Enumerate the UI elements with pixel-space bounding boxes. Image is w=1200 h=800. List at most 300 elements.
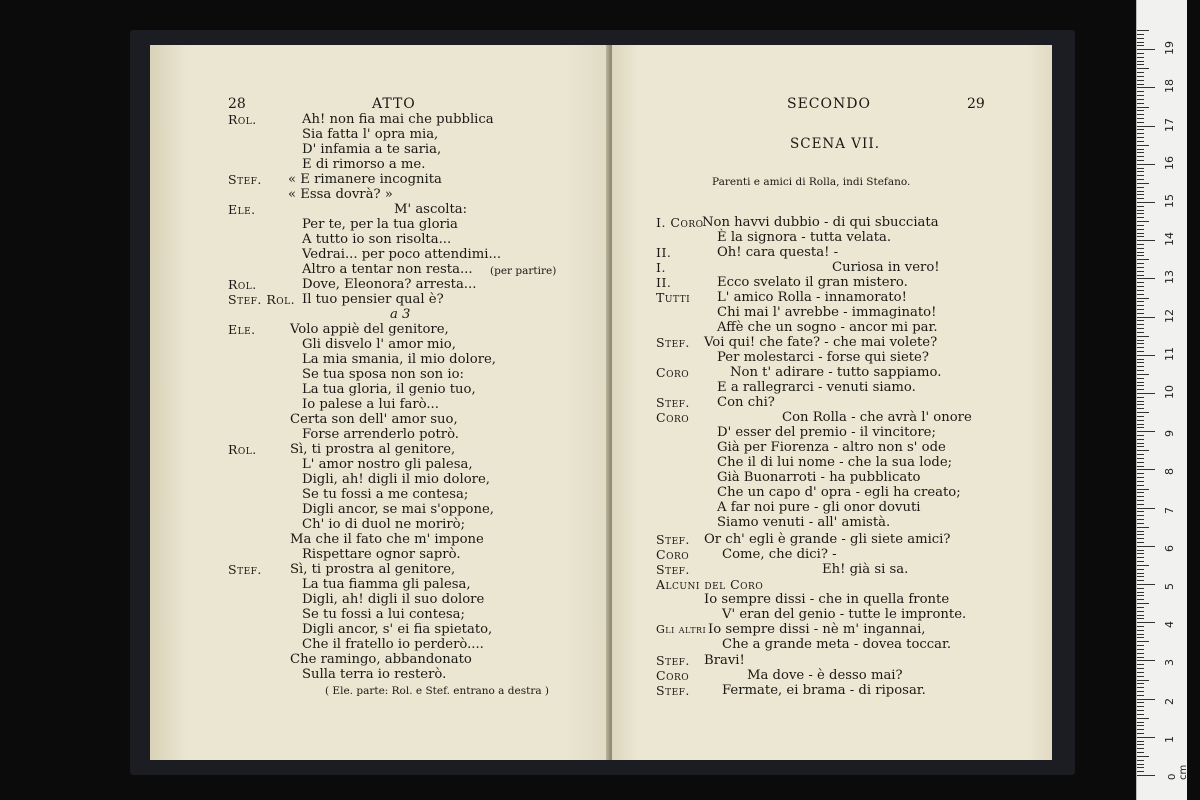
verse-line: « E rimanere incognita bbox=[288, 172, 442, 187]
verse-line: Eh! già si sa. bbox=[822, 562, 909, 577]
ruler-tick bbox=[1137, 714, 1144, 715]
ruler-number: 17 bbox=[1163, 117, 1176, 132]
ruler-number: 19 bbox=[1163, 41, 1176, 56]
ruler-tick bbox=[1137, 137, 1144, 138]
speaker-label: Alcuni del Coro bbox=[656, 577, 764, 592]
ruler-tick bbox=[1137, 702, 1144, 703]
ruler-tick bbox=[1137, 699, 1155, 700]
verse-line: Sì, ti prostra al genitore, bbox=[290, 442, 456, 457]
ruler-tick bbox=[1137, 263, 1144, 264]
verse-line: Digli, ah! digli il suo dolore bbox=[302, 592, 485, 607]
ruler-tick bbox=[1137, 595, 1144, 596]
ruler-tick bbox=[1137, 542, 1144, 543]
ruler-tick bbox=[1137, 431, 1155, 432]
verse-line: D' esser del premio - il vincitore; bbox=[717, 425, 936, 440]
verse-line: E di rimorso a me. bbox=[302, 157, 426, 172]
ruler-tick bbox=[1137, 401, 1144, 402]
ruler-tick bbox=[1137, 275, 1144, 276]
running-head: ATTO bbox=[372, 96, 416, 112]
ruler-tick bbox=[1137, 149, 1144, 150]
verse-line: Fermate, ei brama - di riposar. bbox=[722, 683, 926, 698]
verse-line: Altro a tentar non resta... bbox=[302, 262, 473, 277]
verse-line: L' amor nostro gli palesa, bbox=[302, 457, 473, 472]
verse-line: E a rallegrarci - venuti siamo. bbox=[717, 380, 916, 395]
verse-line: Digli ancor, s' ei fia spietato, bbox=[302, 622, 493, 637]
ruler-tick bbox=[1137, 179, 1144, 180]
ruler-tick bbox=[1137, 599, 1144, 600]
verse-line: Come, che dici? - bbox=[722, 547, 837, 562]
ruler-tick bbox=[1137, 129, 1144, 130]
ruler-tick bbox=[1137, 657, 1144, 658]
ruler-tick bbox=[1137, 397, 1144, 398]
verse-line: È la signora - tutta velata. bbox=[717, 230, 892, 245]
ruler-number: 5 bbox=[1163, 583, 1176, 590]
running-head: SECONDO bbox=[787, 96, 871, 112]
ruler-tick bbox=[1137, 706, 1144, 707]
ruler-tick bbox=[1137, 229, 1144, 230]
ruler-tick bbox=[1137, 278, 1155, 279]
ruler-tick bbox=[1137, 424, 1144, 425]
ruler-tick bbox=[1137, 110, 1144, 111]
speaker-label: Coro bbox=[656, 365, 690, 380]
speaker-label: II. bbox=[656, 245, 672, 260]
ruler-tick bbox=[1137, 504, 1144, 505]
ruler-tick bbox=[1137, 156, 1144, 157]
ruler-tick bbox=[1137, 649, 1144, 650]
ruler-tick bbox=[1137, 737, 1155, 738]
ruler-tick bbox=[1137, 336, 1149, 337]
ruler-tick bbox=[1137, 72, 1144, 73]
verse-line: Che il fratello io perderò.... bbox=[302, 637, 484, 652]
ruler-tick bbox=[1137, 126, 1155, 127]
speaker-label: I. bbox=[656, 260, 666, 275]
ruler-number: 1 bbox=[1163, 735, 1176, 743]
ruler-tick bbox=[1137, 752, 1144, 753]
verse-line: A tutto io son risolta... bbox=[302, 232, 452, 247]
verse-line: La mia smania, il mio dolore, bbox=[302, 352, 497, 367]
speaker-label: Rol. bbox=[228, 112, 257, 127]
ruler-number: 14 bbox=[1163, 232, 1176, 247]
ruler-tick bbox=[1137, 546, 1155, 547]
ruler-tick bbox=[1137, 213, 1144, 214]
measurement-ruler bbox=[1136, 0, 1187, 800]
ruler-tick bbox=[1137, 695, 1144, 696]
ruler-tick bbox=[1137, 473, 1144, 474]
verse-line: Per molestarci - forse qui siete? bbox=[717, 350, 929, 365]
ruler-tick bbox=[1137, 485, 1144, 486]
scene-description: Parenti e amici di Rolla, indi Stefano. bbox=[712, 176, 911, 188]
ruler-tick bbox=[1137, 748, 1144, 749]
ruler-tick bbox=[1137, 175, 1144, 176]
ruler-tick bbox=[1137, 160, 1144, 161]
ruler-tick bbox=[1137, 99, 1144, 100]
verse-line: Bravi! bbox=[704, 653, 745, 668]
verse-line: Non t' adirare - tutto sappiamo. bbox=[730, 365, 942, 380]
ruler-tick bbox=[1137, 466, 1144, 467]
ruler-tick bbox=[1137, 347, 1144, 348]
ruler-tick bbox=[1137, 301, 1144, 302]
ruler-tick bbox=[1137, 553, 1144, 554]
ruler-tick bbox=[1137, 500, 1144, 501]
speaker-label: II. bbox=[656, 275, 672, 290]
verse-line: Già Buonarroti - ha pubblicato bbox=[717, 470, 921, 485]
ruler-tick bbox=[1137, 588, 1144, 589]
verse-line: Ch' io di duol ne morirò; bbox=[302, 517, 466, 532]
ruler-tick bbox=[1137, 462, 1144, 463]
ruler-number: 7 bbox=[1163, 506, 1176, 514]
ruler-tick bbox=[1137, 741, 1144, 742]
ruler-tick bbox=[1137, 489, 1149, 490]
ruler-tick bbox=[1137, 435, 1144, 436]
ruler-tick bbox=[1137, 576, 1144, 577]
ruler-tick bbox=[1137, 103, 1144, 104]
ruler-tick bbox=[1137, 660, 1155, 661]
ruler-tick bbox=[1137, 332, 1144, 333]
speaker-label: Stef. bbox=[656, 395, 690, 410]
ruler-tick bbox=[1137, 427, 1144, 428]
ruler-tick bbox=[1137, 527, 1149, 528]
ruler-tick bbox=[1137, 183, 1149, 184]
verse-line: Sia fatta l' opra mia, bbox=[302, 127, 439, 142]
verse-line: Ma che il fato che m' impone bbox=[290, 532, 484, 547]
ruler-tick bbox=[1137, 469, 1155, 470]
verse-line: La tua fiamma gli palesa, bbox=[302, 577, 471, 592]
ruler-tick bbox=[1137, 362, 1144, 363]
ruler-tick bbox=[1137, 217, 1144, 218]
page-number: 29 bbox=[967, 96, 985, 112]
ruler-tick bbox=[1137, 313, 1144, 314]
ruler-tick bbox=[1137, 615, 1144, 616]
ruler-tick bbox=[1137, 378, 1144, 379]
ruler-tick bbox=[1137, 653, 1144, 654]
ruler-tick bbox=[1137, 573, 1144, 574]
verse-line: Forse arrenderlo potrò. bbox=[302, 427, 459, 442]
ruler-tick bbox=[1137, 664, 1144, 665]
verse-line: Io palese a lui farò... bbox=[302, 397, 439, 412]
verse-line: Curiosa in vero! bbox=[832, 260, 940, 275]
verse-line: Sì, ti prostra al genitore, bbox=[290, 562, 456, 577]
ruler-tick bbox=[1137, 767, 1144, 768]
verse-line: Il tuo pensier qual è? bbox=[302, 292, 444, 307]
speaker-label: Stef. bbox=[656, 683, 690, 698]
ruler-number: 8 bbox=[1163, 468, 1176, 476]
ruler-tick bbox=[1137, 202, 1155, 203]
ruler-tick bbox=[1137, 198, 1144, 199]
verse-line: Siamo venuti - all' amistà. bbox=[717, 515, 891, 530]
speaker-label: Stef. bbox=[656, 335, 690, 350]
ruler-tick bbox=[1137, 458, 1144, 459]
verse-line: Se tu fossi a lui contesa; bbox=[302, 607, 465, 622]
verse-line: Per te, per la tua gloria bbox=[302, 217, 458, 232]
ruler-tick bbox=[1137, 722, 1144, 723]
verse-line: A far noi pure - gli onor dovuti bbox=[717, 500, 921, 515]
verse-line: Digli ancor, se mai s'oppone, bbox=[302, 502, 494, 517]
ruler-number: 10 bbox=[1163, 385, 1176, 399]
verse-line: Io sempre dissi - nè m' ingannai, bbox=[708, 622, 926, 637]
speaker-label: Stef. bbox=[656, 562, 690, 577]
ruler-tick bbox=[1137, 416, 1144, 417]
ruler-tick bbox=[1137, 443, 1144, 444]
ruler-tick bbox=[1137, 672, 1144, 673]
ruler-unit-label: 0 cm bbox=[1167, 764, 1189, 780]
ensemble-marker: a 3 bbox=[390, 307, 411, 322]
ruler-tick bbox=[1137, 550, 1144, 551]
speaker-label: Tutti bbox=[656, 290, 691, 305]
ruler-tick bbox=[1137, 477, 1144, 478]
ruler-tick bbox=[1137, 164, 1155, 165]
ruler-tick bbox=[1137, 252, 1144, 253]
ruler-tick bbox=[1137, 775, 1155, 776]
ruler-tick bbox=[1137, 152, 1144, 153]
ruler-tick bbox=[1137, 393, 1155, 394]
speaker-label: I. Coro bbox=[656, 215, 704, 230]
ruler-tick bbox=[1137, 233, 1144, 234]
speaker-label: Stef. bbox=[228, 562, 262, 577]
ruler-tick bbox=[1137, 412, 1149, 413]
verse-line: Con chi? bbox=[717, 395, 775, 410]
ruler-number: 9 bbox=[1163, 430, 1176, 438]
ruler-tick bbox=[1137, 420, 1144, 421]
verse-line: Voi qui! che fate? - che mai volete? bbox=[704, 335, 938, 350]
ruler-tick bbox=[1137, 760, 1144, 761]
verse-line: Non havvi dubbio - di qui sbucciata bbox=[702, 215, 939, 230]
verse-line: Digli, ah! digli il mio dolore, bbox=[302, 472, 490, 487]
ruler-tick bbox=[1137, 508, 1155, 509]
ruler-tick bbox=[1137, 244, 1144, 245]
ruler-tick bbox=[1137, 523, 1144, 524]
speaker-label: Stef. Rol. bbox=[228, 292, 296, 307]
ruler-tick bbox=[1137, 592, 1144, 593]
verse-line: Che a grande meta - dovea toccar. bbox=[722, 637, 952, 652]
ruler-number: 13 bbox=[1163, 270, 1176, 285]
ruler-tick bbox=[1137, 584, 1155, 585]
ruler-tick bbox=[1137, 351, 1144, 352]
ruler-number: 11 bbox=[1163, 346, 1176, 361]
verse-line: Ecco svelato il gran mistero. bbox=[717, 275, 908, 290]
speaker-label: Ele. bbox=[228, 322, 256, 337]
ruler-tick bbox=[1137, 87, 1155, 88]
verse-line: La tua gloria, il genio tuo, bbox=[302, 382, 476, 397]
ruler-tick bbox=[1137, 618, 1144, 619]
verse-line: « Essa dovrà? » bbox=[288, 187, 393, 202]
ruler-tick bbox=[1137, 340, 1144, 341]
ruler-tick bbox=[1137, 61, 1144, 62]
speaker-label: Stef. bbox=[228, 172, 262, 187]
ruler-tick bbox=[1137, 569, 1144, 570]
ruler-tick bbox=[1137, 446, 1144, 447]
ruler-tick bbox=[1137, 122, 1144, 123]
ruler-tick bbox=[1137, 492, 1144, 493]
ruler-tick bbox=[1137, 359, 1144, 360]
speaker-label: Coro bbox=[656, 410, 690, 425]
verse-line: Certa son dell' amor suo, bbox=[290, 412, 458, 427]
verse-line: M' ascolta: bbox=[394, 202, 468, 217]
ruler-tick bbox=[1137, 404, 1144, 405]
ruler-tick bbox=[1137, 370, 1144, 371]
ruler-tick bbox=[1137, 191, 1144, 192]
ruler-tick bbox=[1137, 645, 1144, 646]
ruler-number: 6 bbox=[1163, 544, 1176, 552]
ruler-tick bbox=[1137, 236, 1144, 237]
ruler-tick bbox=[1137, 53, 1144, 54]
ruler-tick bbox=[1137, 286, 1144, 287]
ruler-tick bbox=[1137, 49, 1155, 50]
page-number: 28 bbox=[228, 96, 246, 112]
verse-line: Or ch' egli è grande - gli siete amici? bbox=[704, 532, 951, 547]
ruler-tick bbox=[1137, 515, 1144, 516]
ruler-tick bbox=[1137, 118, 1144, 119]
ruler-tick bbox=[1137, 145, 1149, 146]
ruler-number: 16 bbox=[1163, 155, 1176, 170]
ruler-tick bbox=[1137, 114, 1144, 115]
ruler-tick bbox=[1137, 580, 1144, 581]
ruler-tick bbox=[1137, 42, 1144, 43]
verse-line: Con Rolla - che avrà l' onore bbox=[782, 410, 972, 425]
ruler-tick bbox=[1137, 366, 1144, 367]
verse-line: Chi mai l' avrebbe - immaginato! bbox=[717, 305, 937, 320]
ruler-tick bbox=[1137, 374, 1149, 375]
ruler-tick bbox=[1137, 141, 1144, 142]
verse-line: Ma dove - è desso mai? bbox=[747, 668, 903, 683]
ruler-tick bbox=[1137, 626, 1144, 627]
ruler-tick bbox=[1137, 34, 1144, 35]
ruler-tick bbox=[1137, 240, 1155, 241]
ruler-tick bbox=[1137, 221, 1149, 222]
ruler-number: 18 bbox=[1163, 79, 1176, 94]
speaker-label: Coro bbox=[656, 547, 690, 562]
verse-line: Se tu fossi a me contesa; bbox=[302, 487, 469, 502]
ruler-tick bbox=[1137, 519, 1144, 520]
speaker-label: Gli altri bbox=[656, 623, 707, 636]
speaker-label: Ele. bbox=[228, 202, 256, 217]
verse-line: L' amico Rolla - innamorato! bbox=[717, 290, 907, 305]
ruler-number: 3 bbox=[1163, 659, 1176, 667]
ruler-tick bbox=[1137, 206, 1144, 207]
ruler-tick bbox=[1137, 187, 1144, 188]
verse-line: Io sempre dissi - che in quella fronte bbox=[704, 592, 950, 607]
ruler-tick bbox=[1137, 389, 1144, 390]
speaker-label: Rol. bbox=[228, 277, 257, 292]
ruler-tick bbox=[1137, 248, 1144, 249]
ruler-tick bbox=[1137, 691, 1144, 692]
ruler-tick bbox=[1137, 76, 1144, 77]
ruler-tick bbox=[1137, 343, 1144, 344]
ruler-tick bbox=[1137, 496, 1144, 497]
verse-line: V' eran del genio - tutte le impronte. bbox=[722, 607, 967, 622]
ruler-tick bbox=[1137, 630, 1144, 631]
verse-line: Che il di lui nome - che la sua lode; bbox=[717, 455, 953, 470]
ruler-tick bbox=[1137, 133, 1144, 134]
ruler-tick bbox=[1137, 611, 1144, 612]
ruler-tick bbox=[1137, 531, 1144, 532]
left-page bbox=[150, 45, 610, 760]
verse-line: Gli disvelo l' amor mio, bbox=[302, 337, 456, 352]
verse-line: Vedrai... per poco attendimi... bbox=[302, 247, 502, 262]
ruler-tick bbox=[1137, 320, 1144, 321]
speaker-label: Rol. bbox=[228, 442, 257, 457]
speaker-label: Stef. bbox=[656, 532, 690, 547]
ruler-tick bbox=[1137, 637, 1144, 638]
ruler-tick bbox=[1137, 91, 1144, 92]
ruler-tick bbox=[1137, 45, 1144, 46]
ruler-tick bbox=[1137, 95, 1144, 96]
ruler-tick bbox=[1137, 687, 1144, 688]
ruler-tick bbox=[1137, 680, 1149, 681]
ruler-tick bbox=[1137, 298, 1149, 299]
ruler-tick bbox=[1137, 450, 1149, 451]
ruler-tick bbox=[1137, 756, 1149, 757]
ruler-tick bbox=[1137, 561, 1144, 562]
ruler-tick bbox=[1137, 267, 1144, 268]
ruler-tick bbox=[1137, 676, 1144, 677]
ruler-tick bbox=[1137, 771, 1144, 772]
ruler-tick bbox=[1137, 210, 1144, 211]
ruler-tick bbox=[1137, 309, 1144, 310]
verse-line: Che un capo d' opra - egli ha creato; bbox=[717, 485, 961, 500]
verse-line: Ah! non fia mai che pubblica bbox=[302, 112, 494, 127]
stage-direction: (per partire) bbox=[490, 265, 557, 277]
speaker-label: Stef. bbox=[656, 653, 690, 668]
verse-line: Oh! cara questa! - bbox=[717, 245, 839, 260]
ruler-tick bbox=[1137, 355, 1155, 356]
ruler-tick bbox=[1137, 439, 1144, 440]
ruler-tick bbox=[1137, 634, 1144, 635]
right-page bbox=[612, 45, 1052, 760]
ruler-tick bbox=[1137, 382, 1144, 383]
ruler-number: 15 bbox=[1163, 194, 1176, 208]
ruler-tick bbox=[1137, 729, 1144, 730]
verse-line: Dove, Eleonora? arresta... bbox=[302, 277, 477, 292]
ruler-number: 4 bbox=[1163, 621, 1176, 629]
ruler-tick bbox=[1137, 107, 1149, 108]
ruler-tick bbox=[1137, 57, 1144, 58]
ruler-tick bbox=[1137, 764, 1144, 765]
verse-line: D' infamia a te saria, bbox=[302, 142, 442, 157]
ruler-tick bbox=[1137, 194, 1144, 195]
ruler-tick bbox=[1137, 324, 1144, 325]
ruler-tick bbox=[1137, 294, 1144, 295]
ruler-number: 12 bbox=[1163, 308, 1176, 323]
ruler-tick bbox=[1137, 171, 1144, 172]
ruler-tick bbox=[1137, 733, 1144, 734]
ruler-number: 2 bbox=[1163, 697, 1176, 705]
ruler-tick bbox=[1137, 668, 1144, 669]
ruler-tick bbox=[1137, 454, 1144, 455]
ruler-tick bbox=[1137, 168, 1144, 169]
ruler-tick bbox=[1137, 534, 1144, 535]
ruler-tick bbox=[1137, 255, 1144, 256]
ruler-tick bbox=[1137, 317, 1155, 318]
stage-direction: ( Ele. parte: Rol. e Stef. entrano a destra ) bbox=[325, 685, 550, 697]
ruler-tick bbox=[1137, 481, 1144, 482]
verse-line: Sulla terra io resterò. bbox=[302, 667, 447, 682]
verse-line: Che ramingo, abbandonato bbox=[290, 652, 472, 667]
verse-line: Volo appiè del genitore, bbox=[290, 322, 449, 337]
ruler-tick bbox=[1137, 565, 1149, 566]
speaker-label: Coro bbox=[656, 668, 690, 683]
ruler-tick bbox=[1137, 282, 1144, 283]
ruler-tick bbox=[1137, 271, 1144, 272]
ruler-tick bbox=[1137, 557, 1144, 558]
ruler-tick bbox=[1137, 408, 1144, 409]
scene-title: SCENA VII. bbox=[790, 136, 880, 152]
ruler-tick bbox=[1137, 511, 1144, 512]
ruler-tick bbox=[1137, 64, 1144, 65]
ruler-tick bbox=[1137, 622, 1155, 623]
ruler-tick bbox=[1137, 725, 1144, 726]
ruler-tick bbox=[1137, 538, 1144, 539]
ruler-tick bbox=[1137, 710, 1144, 711]
